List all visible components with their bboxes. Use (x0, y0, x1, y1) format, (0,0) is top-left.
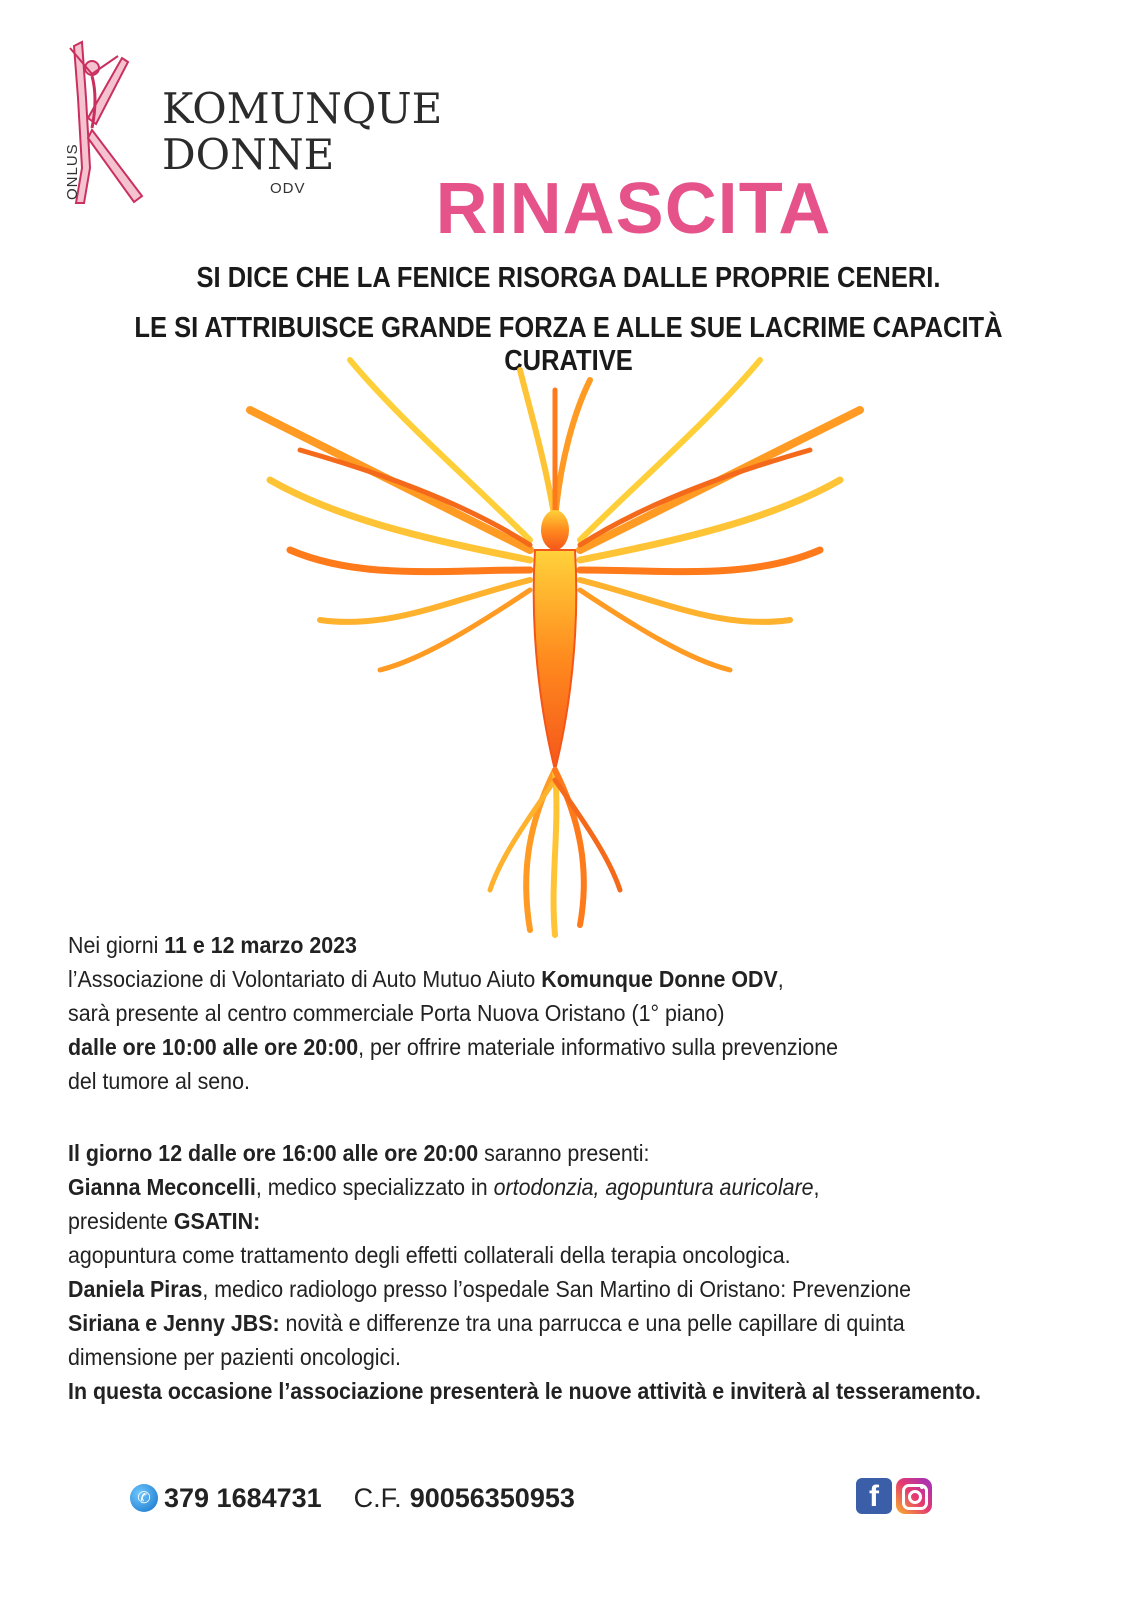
speaker1-specialty: ortodonzia, agopuntura auricolare (493, 1174, 814, 1200)
text-segment: , (777, 966, 784, 992)
closing-line: In questa occasione l’associazione presenterà le nuove attività e inviterà al tesseramento. (68, 1378, 982, 1404)
speaker1-name: Gianna Meconcelli (68, 1174, 256, 1200)
logo-line2: DONNE (162, 130, 335, 179)
phoenix-body (534, 510, 577, 770)
facebook-icon[interactable]: f (856, 1478, 892, 1514)
speaker2-name: Daniela Piras (68, 1276, 203, 1302)
association-line (68, 962, 1035, 996)
speakers-time: Il giorno 12 dalle ore 16:00 alle ore 20:00 (68, 1140, 479, 1166)
speaker1-line (68, 1170, 1035, 1204)
text-segment: , medico radiologo presso l’ospedale San Martino di Oristano: Prevenzione (202, 1276, 912, 1302)
text-segment: presidente (68, 1208, 174, 1234)
subtitle-line2: LE SI ATTRIBUISCE GRANDE FORZA E ALLE SUE LACRIME CAPACITÀ CURATIVE (134, 312, 1003, 377)
event-dates-line (68, 928, 1035, 962)
association-name: Komunque Donne ODV (541, 966, 778, 992)
subtitle-line1: SI DICE CHE LA FENICE RISORGA DALLE PROPRIE CENERI. (196, 262, 941, 294)
phone-number[interactable]: 379 1684731 (164, 1482, 322, 1513)
event-hours: dalle ore 10:00 alle ore 20:00 (68, 1034, 359, 1060)
logo-onlus: ONLUS (64, 143, 81, 200)
footer-contacts (130, 1480, 575, 1516)
hours-line (68, 1030, 1035, 1064)
speaker3-name: Siriana e Jenny JBS: (68, 1310, 280, 1336)
speaker3-line (68, 1306, 1035, 1340)
logo-odv: ODV (270, 180, 306, 197)
speakers-details (68, 1136, 1035, 1408)
logo-line1: KOMUNQUE (162, 84, 443, 133)
location-line: sarà presente al centro commerciale Porta Nuova Oristano (1° piano) (68, 1000, 725, 1026)
text-segment: , (813, 1174, 820, 1200)
event-details (68, 928, 1035, 1098)
social-links (856, 1478, 932, 1514)
text-segment: saranno presenti: (478, 1140, 650, 1166)
phoenix-illustration (230, 350, 880, 940)
speaker1-topic-line: agopuntura come trattamento degli effetti collaterali della terapia oncologica. (68, 1242, 791, 1268)
text-segment: , medico specializzato in (255, 1174, 494, 1200)
phone-icon: ✆ (130, 1484, 158, 1512)
instagram-icon[interactable] (896, 1478, 932, 1514)
instagram-dot (920, 1485, 924, 1489)
organization-name: GSATIN: (173, 1208, 261, 1234)
purpose-line: del tumore al seno. (68, 1068, 250, 1094)
cf-number: 90056350953 (409, 1482, 575, 1513)
text-segment: , per offrire materiale informativo sulla prevenzione (358, 1034, 839, 1060)
title-text: RINASCITA (435, 169, 832, 249)
event-dates: 11 e 12 marzo 2023 (164, 932, 357, 958)
text-segment: l’Associazione di Volontariato di Auto Mutuo Aiuto (68, 966, 542, 992)
cf-label: C.F. (353, 1482, 402, 1513)
text-segment: Nei giorni (68, 932, 165, 958)
phoenix-tail (490, 770, 620, 935)
text-segment: novità e differenze tra una parrucca e una pelle capillare di quinta (279, 1310, 905, 1336)
page-title (0, 168, 1137, 250)
speaker2-line (68, 1272, 1035, 1306)
speaker3-topic-line: dimensione per pazienti oncologici. (68, 1344, 401, 1370)
speakers-intro-line (68, 1136, 1035, 1170)
speaker1-role-line (68, 1204, 1035, 1238)
